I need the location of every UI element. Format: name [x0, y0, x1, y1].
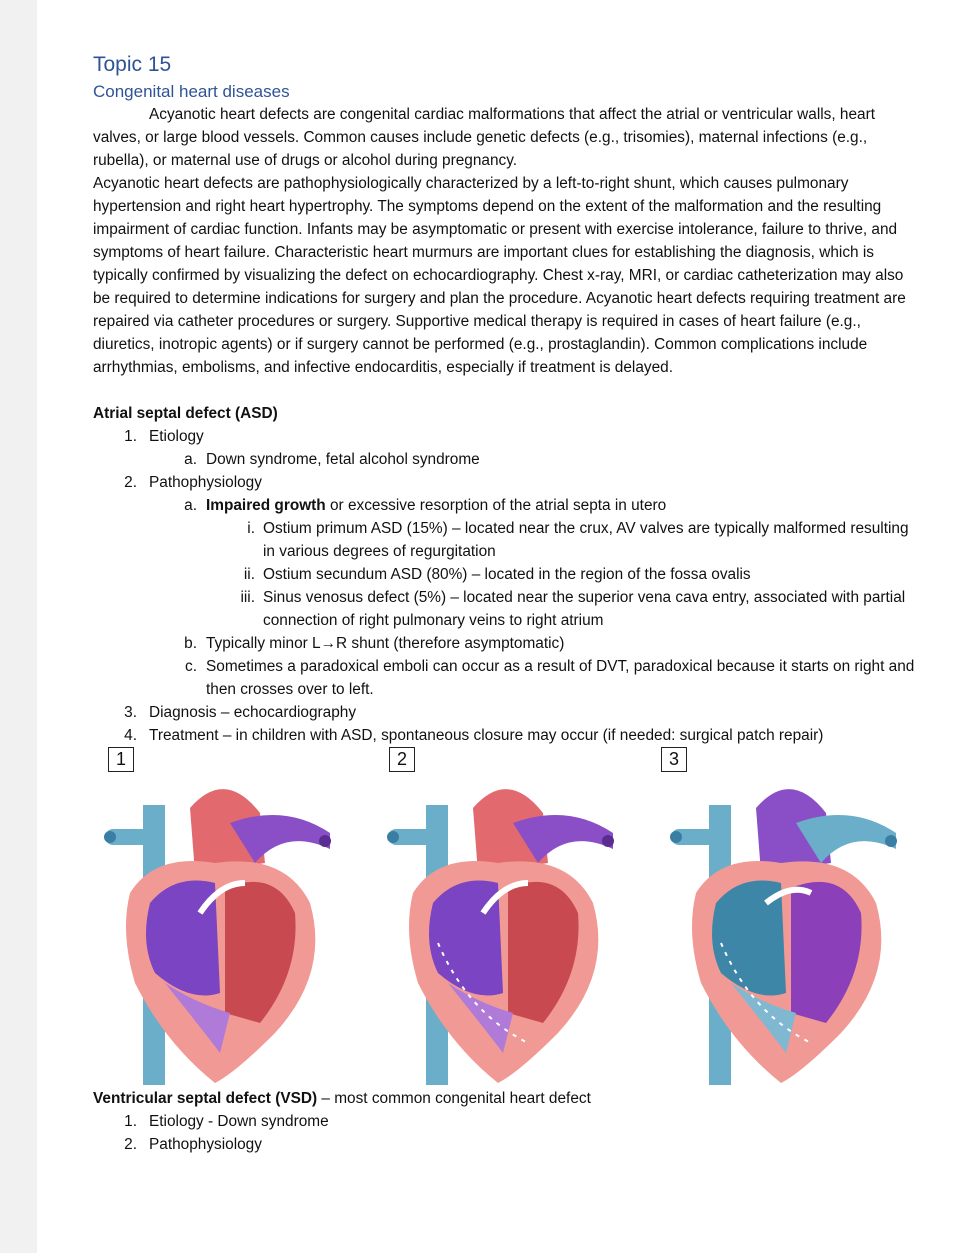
topic-title: Topic 15: [93, 53, 172, 76]
vessel-end: [319, 835, 331, 847]
vessel-end: [602, 835, 614, 847]
list-marker: 2.: [124, 474, 137, 491]
asd-item-treatment: [93, 724, 923, 747]
list-text: Sometimes a paradoxical emboli can occur as a result of DVT, paradoxical because it starts on right and then crosses over to left.: [206, 658, 915, 698]
asd-item-patho-a-i: [93, 517, 923, 563]
figure-label-3: 3: [661, 747, 687, 772]
list-text: Ostium secundum ASD (80%) – located in the region of the fossa ovalis: [263, 566, 751, 583]
asd-item-etiology: [93, 425, 923, 448]
list-text: Ostium primum ASD (15%) – located near the crux, AV valves are typically malformed resulting in various degrees of regurgitation: [263, 520, 909, 560]
list-marker: c.: [185, 658, 197, 675]
list-marker: a.: [184, 497, 197, 514]
list-marker: a.: [184, 451, 197, 468]
list-text: Sinus venosus defect (5%) – located near the superior vena cava entry, associated with partial connection of right pulmonary veins to right atrium: [263, 589, 906, 629]
heart-diagram-sinus-venosus: [661, 773, 906, 1088]
document-content: [93, 52, 923, 1156]
asd-item-patho-a-ii: [93, 563, 923, 586]
figure-label-1: 1: [108, 747, 134, 772]
asd-item-patho-a: [93, 494, 923, 517]
vsd-heading: Ventricular septal defect (VSD): [93, 1090, 318, 1107]
list-marker: 4.: [124, 727, 137, 744]
list-marker: 1.: [124, 1113, 137, 1130]
list-text: Treatment – in children with ASD, spontaneous closure may occur (if needed: surgical patch repair): [149, 727, 824, 744]
list-marker: b.: [184, 635, 197, 652]
intro-paragraph-1: Acyanotic heart defects are congenital cardiac malformations that affect the atrial or ventricular walls, heart valves, or large blood vessels. Common causes include genetic defects (e.g., trisomies), maternal infections (e.g., rubella), or maternal use of drugs or alcohol during pregnancy.: [93, 106, 875, 169]
list-marker: ii.: [243, 566, 255, 583]
document-page: [37, 0, 958, 1253]
asd-item-diagnosis: [93, 701, 923, 724]
list-marker: 1.: [124, 428, 137, 445]
vsd-heading-line: [93, 1087, 923, 1110]
list-text: Pathophysiology: [149, 474, 262, 491]
vessel-end: [885, 835, 897, 847]
list-text: or excessive resorption of the atrial septa in utero: [325, 497, 667, 514]
asd-item-etiology-a: [93, 448, 923, 471]
list-marker: i.: [247, 520, 255, 537]
list-marker: iii.: [240, 589, 255, 606]
asd-heading: Atrial septal defect (ASD): [93, 405, 278, 422]
intro-paragraph-2: Acyanotic heart defects are pathophysiologically characterized by a left-to-right shunt, which causes pulmonary hypertension and right heart hypertrophy. The symptoms depend on the extent of the malformation and the resulting impairment of cardiac function. Infants may be asymptomatic or present with exercise intolerance, failure to thrive, and symptoms of heart failure. Characteristic heart murmurs are important clues for establishing the diagnosis, which is typically confirmed by visualizing the defect on echocardiography. Chest x-ray, MRI, or cardiac catheterization may also be required to determine indications for surgery and plan the procedure. Acyanotic heart defects requiring treatment are repaired via catheter procedures or surgery. Supportive medical therapy is required in cases of heart failure (e.g., diuretics, inotropic agents) or if surgery cannot be performed (e.g., prostaglandin). Common complications include arrhythmias, embolisms, and infective endocarditis, especially if treatment is delayed.: [93, 175, 906, 376]
vessel-end: [104, 831, 116, 843]
asd-item-patho-b: [93, 632, 923, 655]
list-text: Diagnosis – echocardiography: [149, 704, 357, 721]
list-text: Typically minor L→R shunt (therefore asymptomatic): [206, 635, 565, 652]
asd-item-patho-a-iii: [93, 586, 923, 632]
list-text: Etiology: [149, 428, 204, 445]
asd-item-patho: [93, 471, 923, 494]
asd-item-patho-c: [93, 655, 923, 701]
vsd-heading-rest: – most common congenital heart defect: [317, 1090, 591, 1107]
list-text: Pathophysiology: [149, 1136, 262, 1153]
bold-term: Impaired growth: [206, 497, 326, 514]
list-text: Etiology - Down syndrome: [149, 1113, 329, 1130]
list-marker: 2.: [124, 1136, 137, 1153]
vsd-item-etiology: [93, 1110, 923, 1133]
list-marker: 3.: [124, 704, 137, 721]
vessel-end: [670, 831, 682, 843]
asd-figures: [93, 747, 923, 1087]
list-text: Down syndrome, fetal alcohol syndrome: [206, 451, 480, 468]
topic-subtitle: Congenital heart diseases: [93, 82, 290, 101]
vsd-item-patho: [93, 1133, 923, 1156]
heart-diagram-ostium-primum: [95, 773, 340, 1088]
vessel-end: [387, 831, 399, 843]
figure-label-2: 2: [389, 747, 415, 772]
heart-diagram-ostium-secundum: [378, 773, 623, 1088]
